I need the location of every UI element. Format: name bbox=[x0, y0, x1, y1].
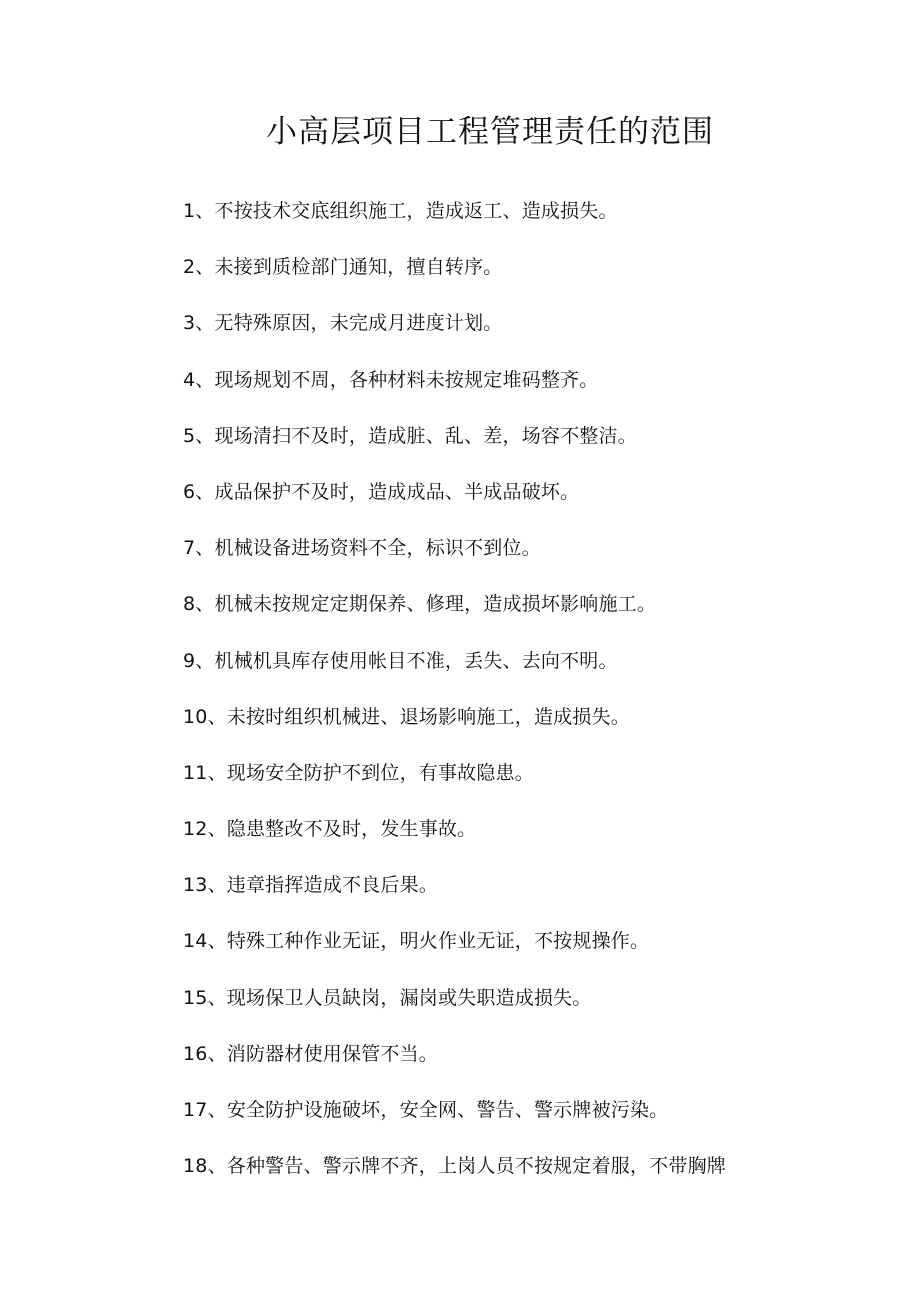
list-item: 2、未接到质检部门通知，擅自转序。 bbox=[183, 256, 503, 279]
list-item: 14、特殊工种作业无证，明火作业无证，不按规操作。 bbox=[183, 930, 650, 953]
list-item: 1、不按技术交底组织施工，造成返工、造成损失。 bbox=[183, 200, 618, 222]
list-item: 16、消防器材使用保管不当。 bbox=[183, 1042, 438, 1065]
list-item: 12、隐患整改不及时，发生事故。 bbox=[183, 818, 477, 841]
list-item: 4、现场规划不周，各种材料未按规定堆码整齐。 bbox=[183, 368, 599, 391]
list-item: 11、现场安全防护不到位，有事故隐患。 bbox=[183, 761, 534, 784]
list-item: 10、未按时组织机械进、退场影响施工，造成损失。 bbox=[183, 705, 630, 728]
document-title: 小高层项目工程管理责任的范围 bbox=[266, 114, 714, 150]
responsibility-list bbox=[183, 196, 883, 1207]
list-item: 18、各种警告、警示牌不齐，上岗人员不按规定着服，不带胸牌 bbox=[183, 1155, 726, 1178]
list-item: 3、无特殊原因，未完成月进度计划。 bbox=[183, 312, 503, 335]
list-item: 5、现场清扫不及时，造成脏、乱、差，场容不整洁。 bbox=[183, 424, 637, 447]
list-item: 7、机械设备进场资料不全，标识不到位。 bbox=[183, 537, 541, 560]
list-item: 6、成品保护不及时，造成成品、半成品破坏。 bbox=[183, 480, 580, 503]
list-item: 17、安全防护设施破坏，安全网、警告、警示牌被污染。 bbox=[183, 1099, 669, 1121]
list-item: 9、机械机具库存使用帐目不准，丢失、去向不明。 bbox=[183, 649, 618, 672]
list-item: 13、违章指挥造成不良后果。 bbox=[183, 874, 438, 897]
list-item: 8、机械未按规定定期保养、修理，造成损坏影响施工。 bbox=[183, 593, 657, 616]
list-item: 15、现场保卫人员缺岗，漏岗或失职造成损失。 bbox=[183, 986, 592, 1009]
